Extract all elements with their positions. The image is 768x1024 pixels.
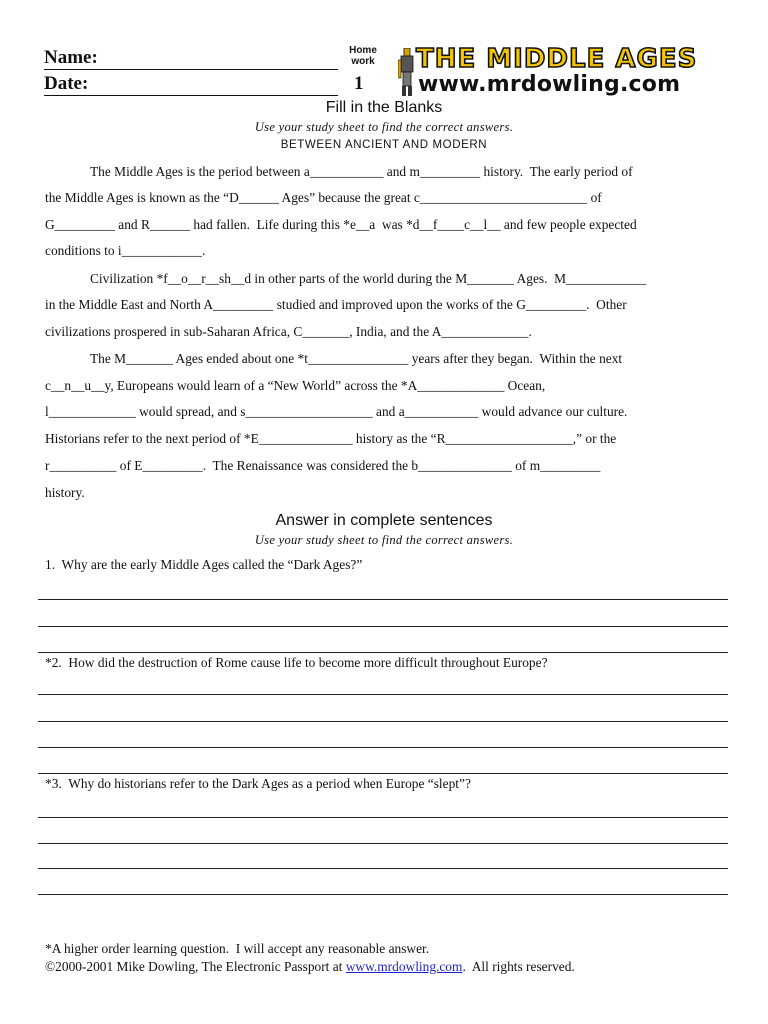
- site-logo: [392, 44, 728, 98]
- fill-section-title: Fill in the Blanks: [325, 99, 443, 116]
- answer-line[interactable]: [38, 694, 728, 695]
- copyright-suffix: . All rights reserved.: [462, 959, 575, 974]
- footer-copyright: [45, 959, 575, 975]
- answer-line[interactable]: [38, 773, 728, 774]
- homework-label-line1: Home: [349, 45, 377, 56]
- logo-url: www.mrdowling.com: [418, 72, 681, 97]
- paragraph-line: the Middle Ages is known as the “D______ Ages” because the great c_________________________ of: [45, 190, 602, 205]
- name-field[interactable]: [44, 47, 338, 70]
- answer-line[interactable]: [38, 652, 728, 653]
- homework-number: 1: [354, 73, 364, 94]
- date-field[interactable]: [44, 73, 338, 96]
- knight-icon: [398, 48, 416, 96]
- homework-label: [346, 45, 380, 67]
- question-1: 1. Why are the early Middle Ages called the “Dark Ages?”: [45, 557, 363, 572]
- paragraph-line: l_____________ would spread, and s___________________ and a___________ would advance our culture.: [45, 404, 628, 419]
- answer-line[interactable]: [38, 599, 728, 600]
- name-label: Name:: [44, 47, 98, 68]
- paragraph-line: civilizations prospered in sub-Saharan Africa, C_______, India, and the A_____________.: [45, 324, 532, 339]
- paragraph-line: history.: [45, 485, 85, 500]
- answer-section-instruction: Use your study sheet to find the correct answers.: [254, 533, 514, 547]
- fill-section-instruction: Use your study sheet to find the correct answers.: [254, 120, 514, 134]
- fill-section-subtitle: BETWEEN ANCIENT AND MODERN: [280, 139, 488, 151]
- date-label: Date:: [44, 73, 89, 94]
- answer-line[interactable]: [38, 747, 728, 748]
- homework-label-line2: work: [351, 56, 375, 67]
- paragraph-line: conditions to i____________.: [45, 243, 206, 258]
- answer-line[interactable]: [38, 721, 728, 722]
- paragraph-line: c__n__u__y, Europeans would learn of a “New World” across the *A_____________ Ocean,: [45, 378, 546, 393]
- answer-line[interactable]: [38, 894, 728, 895]
- answer-line[interactable]: [38, 868, 728, 869]
- answer-line[interactable]: [38, 626, 728, 627]
- question-3: *3. Why do historians refer to the Dark Ages as a period when Europe “slept”?: [45, 776, 471, 791]
- answer-line[interactable]: [38, 817, 728, 818]
- paragraph-line: Historians refer to the next period of *E______________ history as the “R___________________,” or the: [45, 431, 617, 446]
- answer-line[interactable]: [38, 843, 728, 844]
- paragraph-line: Civilization *f__o__r__sh__d in other parts of the world during the M_______ Ages. M____________: [90, 271, 647, 286]
- paragraph-line: r__________ of E_________. The Renaissance was considered the b______________ of m_________: [45, 458, 601, 473]
- footer-note: *A higher order learning question. I will accept any reasonable answer.: [45, 941, 430, 956]
- paragraph-line: The M_______ Ages ended about one *t_______________ years after they began. Within the next: [90, 351, 623, 366]
- copyright-prefix: ©2000-2001 Mike Dowling, The Electronic Passport at: [45, 959, 346, 974]
- paragraph-line: The Middle Ages is the period between a___________ and m_________ history. The early period of: [90, 164, 633, 179]
- logo-title: THE MIDDLE AGES: [416, 44, 698, 74]
- copyright-link[interactable]: www.mrdowling.com: [345, 959, 463, 974]
- paragraph-line: G_________ and R______ had fallen. Life during this *e__a was *d__f____c__l__ and few people expected: [45, 217, 637, 232]
- question-2: *2. How did the destruction of Rome cause life to become more difficult throughout Europe?: [45, 655, 548, 670]
- answer-section-title: Answer in complete sentences: [275, 512, 493, 529]
- paragraph-line: in the Middle East and North A_________ studied and improved upon the works of the G_________. Other: [45, 297, 627, 312]
